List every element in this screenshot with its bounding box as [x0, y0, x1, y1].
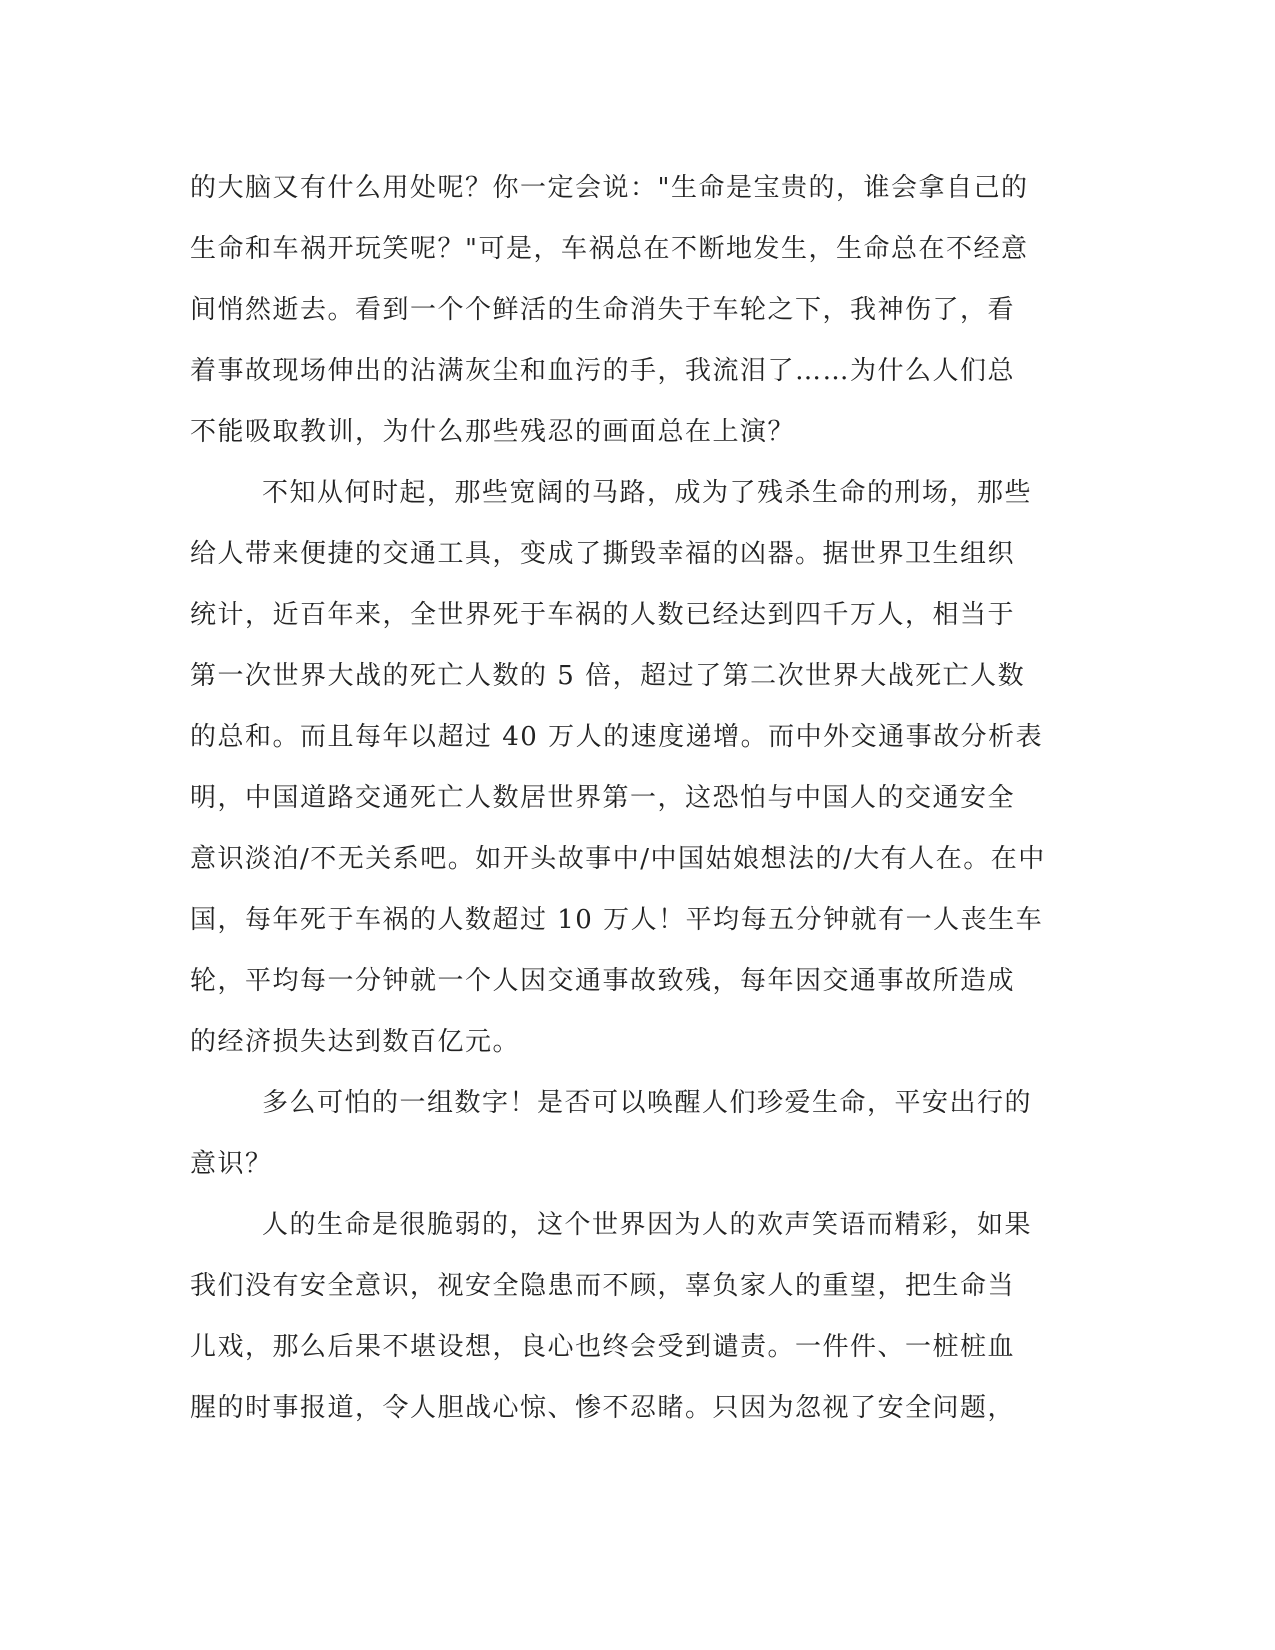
text-line: 腥的时事报道，令人胆战心惊、惨不忍睹。只因为忽视了安全问题，	[190, 1393, 1016, 1423]
text-line: 儿戏，那么后果不堪设想，良心也终会受到谴责。一件件、一桩桩血	[190, 1332, 1016, 1362]
text-line: 统计，近百年来，全世界死于车祸的人数已经达到四千万人，相当于	[190, 600, 1016, 630]
body-text	[190, 158, 1070, 1439]
text-line: 的大脑又有什么用处呢？你一定会说："生命是宝贵的，谁会拿自己的	[190, 173, 1029, 203]
text-line: 着事故现场伸出的沾满灰尘和血污的手，我流泪了……为什么人们总	[190, 356, 1016, 386]
text-line: 第一次世界大战的死亡人数的 5 倍，超过了第二次世界大战死亡人数	[190, 661, 1026, 691]
text-line: 国，每年死于车祸的人数超过 10 万人！平均每五分钟就有一人丧生车	[190, 905, 1044, 935]
text-line: 生命和车祸开玩笑呢？"可是，车祸总在不断地发生，生命总在不经意	[190, 234, 1029, 264]
text-line: 轮，平均每一分钟就一个人因交通事故致残，每年因交通事故所造成	[190, 966, 1016, 996]
paragraph-start-line: 人的生命是很脆弱的，这个世界因为人的欢声笑语而精彩，如果	[262, 1210, 1033, 1240]
text-line: 的总和。而且每年以超过 40 万人的速度递增。而中外交通事故分析表	[190, 722, 1044, 752]
text-line: 不能吸取教训，为什么那些残忍的画面总在上演？	[190, 417, 796, 447]
text-line: 间悄然逝去。看到一个个鲜活的生命消失于车轮之下，我神伤了，看	[190, 295, 1016, 325]
text-line: 我们没有安全意识，视安全隐患而不顾，辜负家人的重望，把生命当	[190, 1271, 1016, 1301]
text-line: 意识淡泊/不无关系吧。如开头故事中/中国姑娘想法的/大有人在。在中	[190, 844, 1046, 874]
text-line: 意识？	[190, 1149, 273, 1179]
text-line: 明，中国道路交通死亡人数居世界第一，这恐怕与中国人的交通安全	[190, 783, 1016, 813]
paragraph-start-line: 多么可怕的一组数字！是否可以唤醒人们珍爱生命，平安出行的	[262, 1088, 1033, 1118]
text-line: 给人带来便捷的交通工具，变成了撕毁幸福的凶器。据世界卫生组织	[190, 539, 1016, 569]
paragraph-start-line: 不知从何时起，那些宽阔的马路，成为了残杀生命的刑场，那些	[262, 478, 1033, 508]
text-line: 的经济损失达到数百亿元。	[190, 1027, 521, 1057]
